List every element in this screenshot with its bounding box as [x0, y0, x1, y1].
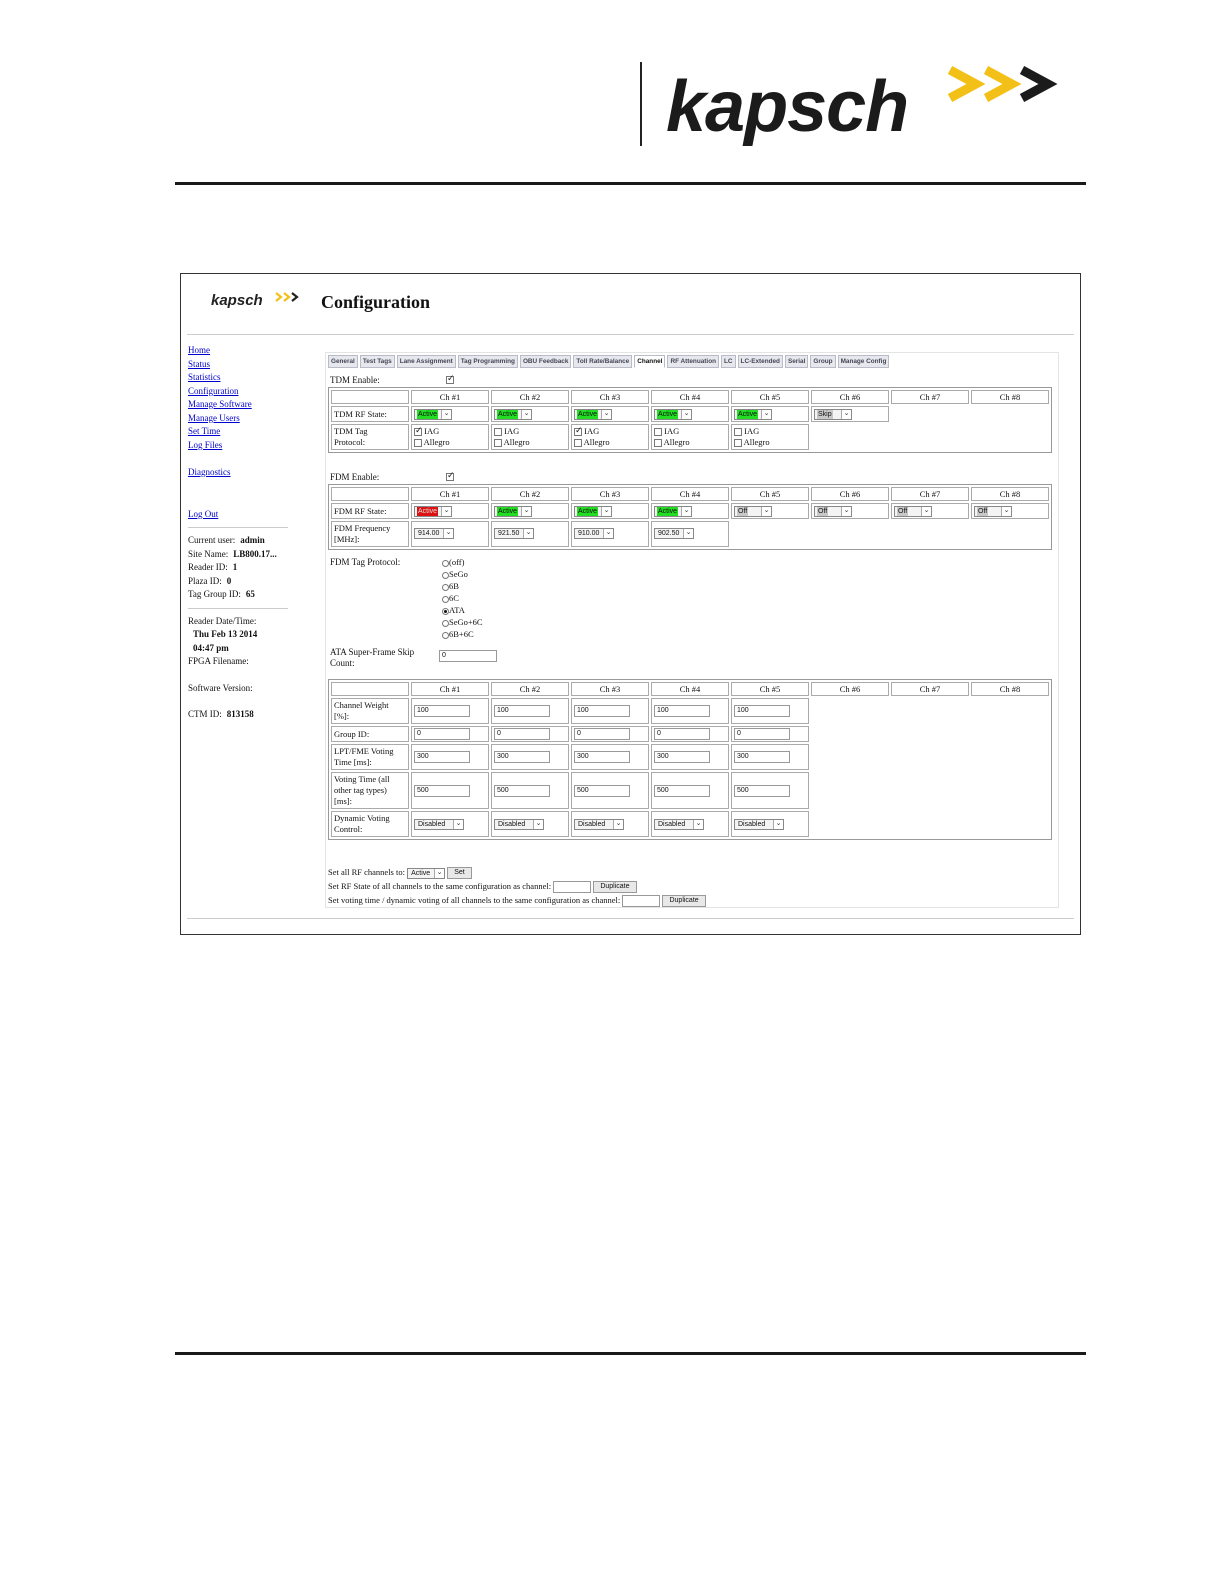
fdm-enable-checkbox[interactable]	[446, 473, 454, 481]
tdm-iag-checkbox[interactable]	[734, 428, 742, 436]
dynamic-voting-select[interactable]: Disabled ⌄	[494, 819, 544, 830]
tab-test-tags[interactable]: Test Tags	[360, 355, 395, 368]
chevron-down-icon: ⌄	[841, 507, 851, 516]
tdm-ch6-header: Ch #6	[811, 390, 889, 404]
channel-weight-input[interactable]: 100	[734, 705, 790, 717]
chevron-down-icon: ⌄	[601, 410, 611, 419]
chevron-down-icon: ⌄	[443, 529, 453, 538]
tab-tag-programming[interactable]: Tag Programming	[458, 355, 518, 368]
tab-lane-assignment[interactable]: Lane Assignment	[397, 355, 456, 368]
ctm-id-value: 813158	[226, 709, 254, 719]
tdm-ch6-rf-cell	[811, 406, 889, 422]
fdm-rf-state-select[interactable]: Active ⌄	[414, 506, 452, 517]
tab-toll-rate-balance[interactable]: Toll Rate/Balance	[573, 355, 632, 368]
app-logo	[211, 292, 263, 309]
chevron-down-icon: ⌄	[681, 507, 691, 516]
lpt-voting-row	[331, 744, 1049, 770]
tdm-ch7-header: Ch #7	[891, 390, 969, 404]
chevron-down-icon: ⌄	[773, 820, 783, 829]
reader-id-row	[188, 561, 288, 575]
chevron-down-icon: ⌄	[1001, 507, 1011, 516]
channel-config-panel	[325, 352, 1059, 908]
fdm-ch5-header: Ch #5	[731, 487, 809, 501]
tdm-ch2-header: Ch #2	[491, 390, 569, 404]
fdm-frequency-select[interactable]: 910.00 ⌄	[574, 528, 614, 539]
tab-rf-attenuation[interactable]: RF Attenuation	[667, 355, 719, 368]
fdm-ch7-header: Ch #7	[891, 487, 969, 501]
site-name-label: Site Name:	[188, 548, 229, 559]
tdm-protocol-row	[331, 424, 1049, 450]
logo-chevrons-icon	[946, 64, 1066, 114]
tdm-ch3-rf-cell	[571, 406, 649, 422]
tdm-ch2-rf-cell	[491, 406, 569, 422]
current-user-value: admin	[240, 535, 265, 545]
tdm-ch5-protocol-cell: IAG Allegro	[731, 424, 809, 450]
tab-obu-feedback[interactable]: OBU Feedback	[520, 355, 571, 368]
ata-skip-count-input[interactable]: 0	[439, 650, 497, 662]
nav-set-time-link[interactable]: Set Time	[188, 426, 221, 436]
tdm-corner-cell	[331, 390, 409, 404]
tdm-ch5-header: Ch #5	[731, 390, 809, 404]
screenshot-frame	[180, 273, 1081, 935]
reader-time-info	[188, 615, 288, 722]
fdm-frequency-select[interactable]: 921.50 ⌄	[494, 528, 534, 539]
fdm-ch4-header: Ch #4	[651, 487, 729, 501]
tdm-ch2-protocol-cell: IAG Allegro	[491, 424, 569, 450]
nav-diagnostics-link[interactable]: Diagnostics	[188, 467, 231, 477]
tab-lc-extended[interactable]: LC-Extended	[738, 355, 783, 368]
tdm-allegro-checkbox[interactable]	[734, 439, 742, 447]
lpt-voting-input[interactable]: 300	[734, 751, 790, 763]
duplicate-rf-button[interactable]: Duplicate	[593, 881, 636, 893]
tdm-ch3-header: Ch #3	[571, 390, 649, 404]
nav-home-link[interactable]: Home	[188, 345, 210, 355]
chevron-down-icon: ⌄	[453, 820, 463, 829]
chevron-down-icon: ⌄	[601, 507, 611, 516]
vote-ch3-header: Ch #3	[571, 682, 649, 696]
tab-lc[interactable]: LC	[721, 355, 736, 368]
tdm-iag-checkbox[interactable]	[654, 428, 662, 436]
fdm-ch6-header: Ch #6	[811, 487, 889, 501]
tdm-ch3-protocol-cell: ✓ IAG Allegro	[571, 424, 649, 450]
reader-info	[188, 534, 288, 602]
tdm-rf-state-label: TDM RF State:	[331, 406, 409, 422]
lpt-voting-input[interactable]: 300	[654, 751, 710, 763]
chevron-down-icon: ⌄	[921, 507, 931, 516]
voting-time-input[interactable]: 500	[414, 785, 470, 797]
radio-button[interactable]	[442, 560, 449, 567]
duplicate-voting-channel-input[interactable]	[622, 895, 660, 907]
reader-datetime-label: Reader Date/Time:	[188, 615, 257, 626]
fdm-rf-state-label: FDM RF State:	[331, 503, 409, 519]
protocol-option-6c[interactable]: 6C	[442, 592, 483, 604]
kapsch-logo	[664, 60, 1074, 150]
voting-time-input[interactable]: 500	[734, 785, 790, 797]
nav-logout-link[interactable]: Log Out	[188, 508, 219, 519]
vote-ch4-header: Ch #4	[651, 682, 729, 696]
current-user-row	[188, 534, 288, 548]
vote-ch7-header: Ch #7	[891, 682, 969, 696]
tdm-ch7-rf-cell	[891, 406, 969, 422]
fdm-frequency-label: FDM Frequency [MHz]:	[331, 521, 409, 547]
fdm-rf-state-select[interactable]: Off ⌄	[734, 506, 772, 517]
voting-header-row	[331, 682, 1049, 696]
chevron-down-icon: ⌄	[681, 410, 691, 419]
tdm-allegro-checkbox[interactable]	[574, 439, 582, 447]
chevron-down-icon: ⌄	[441, 410, 451, 419]
tdm-ch4-header: Ch #4	[651, 390, 729, 404]
header-divider	[640, 62, 642, 146]
lpt-voting-input[interactable]: 300	[414, 751, 470, 763]
fdm-rf-state-select[interactable]: Off ⌄	[974, 506, 1012, 517]
plaza-id-value: 0	[226, 575, 232, 586]
page-title: Configuration	[321, 292, 431, 312]
software-version-label: Software Version:	[188, 682, 253, 693]
tdm-allegro-checkbox[interactable]	[414, 439, 422, 447]
set-all-rf-row	[328, 865, 472, 879]
protocol-option-sego[interactable]: SeGo	[442, 568, 483, 580]
chevron-down-icon: ⌄	[761, 507, 771, 516]
reader-time-value: 04:47 pm	[193, 642, 229, 653]
set-all-rf-label: Set all RF channels to:	[328, 867, 405, 877]
dynamic-voting-row	[331, 811, 1049, 837]
dynamic-voting-select[interactable]: Disabled ⌄	[734, 819, 784, 830]
tab-serial[interactable]: Serial	[785, 355, 808, 368]
fdm-rf-state-select[interactable]: Off ⌄	[894, 506, 932, 517]
tdm-enable-checkbox[interactable]	[446, 376, 454, 384]
tdm-protocol-label: TDM Tag Protocol:	[331, 424, 409, 450]
channel-weight-input[interactable]: 100	[414, 705, 470, 717]
nav-manage-users-link[interactable]: Manage Users	[188, 412, 240, 423]
tab-group[interactable]: Group	[810, 355, 835, 368]
ata-skip-label: ATA Super-Frame Skip Count:	[330, 647, 415, 668]
set-all-rf-select[interactable]: Active ⌄	[407, 868, 445, 879]
tdm-enable-label: TDM Enable:	[330, 375, 380, 385]
fdm-ch8-header: Ch #8	[971, 487, 1049, 501]
fdm-frequency-select[interactable]: 902.50 ⌄	[654, 528, 694, 539]
ctm-id-row	[188, 708, 288, 722]
vote-ch2-header: Ch #2	[491, 682, 569, 696]
fdm-tag-protocol-label: FDM Tag Protocol:	[330, 557, 401, 567]
fdm-table	[328, 484, 1052, 550]
chevron-down-icon: ⌄	[603, 529, 613, 538]
channel-weight-input[interactable]: 100	[494, 705, 550, 717]
vote-ch5-header: Ch #5	[731, 682, 809, 696]
group-id-row	[331, 726, 1049, 742]
tdm-ch1-rf-cell	[411, 406, 489, 422]
reader-id-label: Reader ID:	[188, 562, 228, 572]
fdm-rf-state-select[interactable]: Active ⌄	[494, 506, 532, 517]
vote-ch6-header: Ch #6	[811, 682, 889, 696]
fdm-rf-state-select[interactable]: Off ⌄	[814, 506, 852, 517]
tdm-table	[328, 387, 1052, 453]
voting-time-label: Voting Time (all other tag types) [ms]:	[331, 772, 409, 809]
tdm-ch8-header: Ch #8	[971, 390, 1049, 404]
nav-statistics-link[interactable]: Statistics	[188, 372, 221, 382]
sidebar-divider	[188, 608, 288, 609]
duplicate-rf-channel-input[interactable]	[553, 881, 591, 893]
voting-time-input[interactable]: 500	[654, 785, 710, 797]
app-logo-chevrons-icon	[275, 292, 301, 304]
dynamic-voting-select[interactable]: Disabled ⌄	[654, 819, 704, 830]
group-id-label: Group ID:	[331, 726, 409, 742]
tdm-rf-state-select[interactable]: Active ⌄	[414, 409, 452, 420]
tdm-rf-state-select[interactable]: Active ⌄	[574, 409, 612, 420]
vote-ch1-header: Ch #1	[411, 682, 489, 696]
radio-button[interactable]	[442, 620, 449, 627]
channel-weight-row	[331, 698, 1049, 724]
reader-date-value: Thu Feb 13 2014	[193, 629, 258, 639]
voting-time-input[interactable]: 500	[574, 785, 630, 797]
chevron-down-icon: ⌄	[683, 529, 693, 538]
radio-button[interactable]	[442, 608, 449, 615]
group-id-input[interactable]: 0	[574, 728, 630, 740]
radio-button[interactable]	[442, 572, 449, 579]
tdm-iag-checkbox[interactable]	[494, 428, 502, 436]
nav-manage-software-link[interactable]: Manage Software	[188, 399, 252, 409]
tdm-allegro-checkbox[interactable]	[654, 439, 662, 447]
site-name-row	[188, 548, 288, 562]
tdm-rf-state-select[interactable]: Active ⌄	[734, 409, 772, 420]
fdm-header-row	[331, 487, 1049, 501]
fdm-ch3-header: Ch #3	[571, 487, 649, 501]
fdm-ch2-header: Ch #2	[491, 487, 569, 501]
radio-button[interactable]	[442, 596, 449, 603]
chevron-down-icon: ⌄	[441, 507, 451, 516]
sidebar-nav	[188, 344, 288, 521]
nav-configuration-link[interactable]: Configuration	[188, 385, 239, 396]
lpt-voting-input[interactable]: 300	[574, 751, 630, 763]
chevron-down-icon: ⌄	[521, 507, 531, 516]
duplicate-voting-label: Set voting time / dynamic voting of all channels to the same configuration as channel:	[328, 895, 621, 905]
tab-manage-config[interactable]: Manage Config	[838, 355, 890, 368]
voting-time-input[interactable]: 500	[494, 785, 550, 797]
protocol-option-6b[interactable]: 6B	[442, 580, 483, 592]
ctm-id-label: CTM ID:	[188, 709, 222, 719]
tdm-rf-state-select[interactable]: Active ⌄	[494, 409, 532, 420]
app-logo-text: kapsch	[211, 292, 263, 309]
tab-channel[interactable]: Channel	[634, 355, 665, 368]
footer-rule	[187, 918, 1074, 919]
nav-status-link[interactable]: Status	[188, 358, 211, 369]
voting-table	[328, 679, 1052, 840]
set-button[interactable]: Set	[447, 867, 472, 879]
reader-id-value: 1	[232, 562, 238, 572]
tdm-iag-checkbox[interactable]	[574, 428, 582, 436]
tdm-iag-checkbox[interactable]	[414, 428, 422, 436]
chevron-down-icon: ⌄	[761, 410, 771, 419]
tdm-rf-state-row	[331, 406, 1049, 422]
fdm-ch1-header: Ch #1	[411, 487, 489, 501]
fdm-enable-label: FDM Enable:	[330, 472, 380, 482]
tdm-allegro-checkbox[interactable]	[494, 439, 502, 447]
chevron-down-icon: ⌄	[521, 410, 531, 419]
fpga-filename-label: FPGA Filename:	[188, 656, 249, 666]
duplicate-voting-row	[328, 893, 706, 907]
chevron-down-icon: ⌄	[613, 820, 623, 829]
group-id-input[interactable]: 0	[654, 728, 710, 740]
fdm-rf-state-row	[331, 503, 1049, 519]
protocol-option-off[interactable]: (off)	[442, 556, 483, 568]
dynamic-voting-select[interactable]: Disabled ⌄	[414, 819, 464, 830]
sidebar	[188, 344, 288, 722]
fdm-protocol-radio-group	[442, 556, 483, 640]
protocol-option-6b-6c[interactable]: 6B+6C	[442, 628, 483, 640]
lpt-voting-label: LPT/FME Voting Time [ms]:	[331, 744, 409, 770]
kapsch-logo-text: kapsch	[666, 67, 909, 147]
site-name-value: LB800.17...	[233, 548, 277, 559]
channel-weight-input[interactable]: 100	[654, 705, 710, 717]
radio-button[interactable]	[442, 584, 449, 591]
chevron-down-icon: ⌄	[533, 820, 543, 829]
protocol-option-sego-6c[interactable]: SeGo+6C	[442, 616, 483, 628]
group-id-input[interactable]: 0	[414, 728, 470, 740]
channel-weight-input[interactable]: 100	[574, 705, 630, 717]
fdm-frequency-row	[331, 521, 1049, 547]
tdm-rf-state-select[interactable]: Active ⌄	[654, 409, 692, 420]
fdm-frequency-select[interactable]: 914.00 ⌄	[414, 528, 454, 539]
plaza-id-label: Plaza ID:	[188, 575, 222, 586]
footer-page-rule	[175, 1352, 1086, 1355]
tdm-ch1-header: Ch #1	[411, 390, 489, 404]
fdm-rf-state-select[interactable]: Active ⌄	[654, 506, 692, 517]
group-id-input[interactable]: 0	[734, 728, 790, 740]
dynamic-voting-select[interactable]: Disabled ⌄	[574, 819, 624, 830]
tdm-ch4-rf-cell	[651, 406, 729, 422]
duplicate-rf-row	[328, 879, 637, 893]
header-rule	[175, 182, 1086, 185]
title-rule	[187, 334, 1074, 335]
channel-weight-label: Channel Weight [%]:	[331, 698, 409, 724]
current-user-label: Current user:	[188, 535, 236, 545]
tag-group-row	[188, 588, 288, 602]
vote-ch8-header: Ch #8	[971, 682, 1049, 696]
config-tabs	[328, 355, 1056, 368]
tdm-ch1-protocol-cell: ✓ IAG Allegro	[411, 424, 489, 450]
lpt-voting-input[interactable]: 300	[494, 751, 550, 763]
tdm-ch4-protocol-cell: IAG Allegro	[651, 424, 729, 450]
chevron-down-icon: ⌄	[693, 820, 703, 829]
chevron-down-icon: ⌄	[434, 869, 444, 878]
tdm-rf-state-select[interactable]: Skip ⌄	[814, 409, 852, 420]
duplicate-voting-button[interactable]: Duplicate	[662, 895, 705, 907]
sidebar-divider	[188, 527, 288, 528]
fdm-rf-state-select[interactable]: Active ⌄	[574, 506, 612, 517]
group-id-input[interactable]: 0	[494, 728, 550, 740]
tdm-ch5-rf-cell	[731, 406, 809, 422]
tag-group-value: 65	[245, 589, 255, 599]
protocol-option-ata[interactable]: ATA	[442, 604, 483, 616]
plaza-id-row	[188, 575, 288, 589]
dynamic-voting-label: Dynamic Voting Control:	[331, 811, 409, 837]
chevron-down-icon: ⌄	[523, 529, 533, 538]
radio-button[interactable]	[442, 632, 449, 639]
tdm-header-row	[331, 390, 1049, 404]
duplicate-rf-label: Set RF State of all channels to the same configuration as channel:	[328, 881, 552, 891]
tab-general[interactable]: General	[328, 355, 358, 368]
tdm-ch8-rf-cell	[971, 406, 1049, 422]
voting-time-row	[331, 772, 1049, 809]
tag-group-label: Tag Group ID:	[188, 589, 241, 599]
chevron-down-icon: ⌄	[841, 410, 851, 419]
nav-log-files-link[interactable]: Log Files	[188, 439, 223, 450]
